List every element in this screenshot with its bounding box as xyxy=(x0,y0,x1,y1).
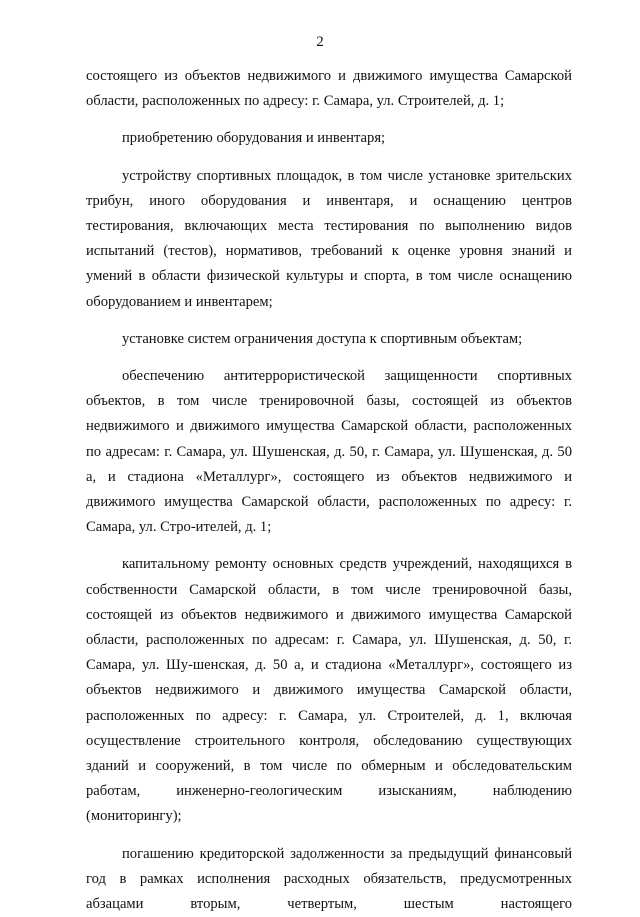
paragraph-access-control: установке систем ограничения доступа к спортивным объектам; xyxy=(122,330,523,347)
paragraph-equipment-purchase: приобретению оборудования и инвентаря; xyxy=(122,130,386,147)
page-number: 2 xyxy=(316,34,324,50)
paragraph-debt-repayment: погашению кредиторской задолженности за предыдущий финансовый год в рамках исполнения расходных обязательств, предусмотренных абзацами вторым, четвертым, шестым настоящего xyxy=(86,845,572,913)
paragraph-sports-grounds: устройству спортивных площадок, в том числе установке зрительских трибун, иного оборудования и инвентаря, и оснащению центров тестирования, включающих места тестирования по выполнению видов испытаний (тестов), нормативов, требований к оценке уровня знаний и умений в области физической культуры и спорта, в том числе оснащению оборудованием и инвентарем; xyxy=(86,167,572,310)
paragraph-antiterror-security: обеспечению антитеррористической защищенности спортивных объектов, в том числе тренировочной базы, состоящей из объектов недвижимого и движимого имущества Самарской области, расположенных по адресам: г. Самара, ул. Шушенская, д. 50, г. Самара, ул. Шушенская, д. 50 а, и стадиона «Металлург», состоящего из объектов недвижимого и движимого имущества Самарской области, расположенных по адресу: г. Самара, ул. Стро-ителей, д. 1; xyxy=(86,368,572,536)
document-body xyxy=(86,64,572,917)
paragraph-continuation: состоящего из объектов недвижимого и движимого имущества Самарской области, расположенных по адресу: г. Самара, ул. Строителей, д. 1; xyxy=(86,68,572,110)
paragraph-capital-repair: капитальному ремонту основных средств учреждений, находящихся в собственности Самарской области, в том числе тренировочной базы, состоящей из объектов недвижимого и движимого имущества Самарской области, расположенных по адресам: г. Самара, ул. Шушенская, д. 50, г. Самара, ул. Шу-шенская, д. 50 а, и стадиона «Металлург», состоящего из объектов недвижимого и движимого имущества Самарской области, расположенных по адресу: г. Самара, ул. Строителей, д. 1, включая осуществление строительного контроля, обследованию существующих зданий и сооружений, в том числе по обмерным и обследовательским работам, инженерно-геологическим изысканиям, наблюдению (мониторингу); xyxy=(86,556,572,825)
